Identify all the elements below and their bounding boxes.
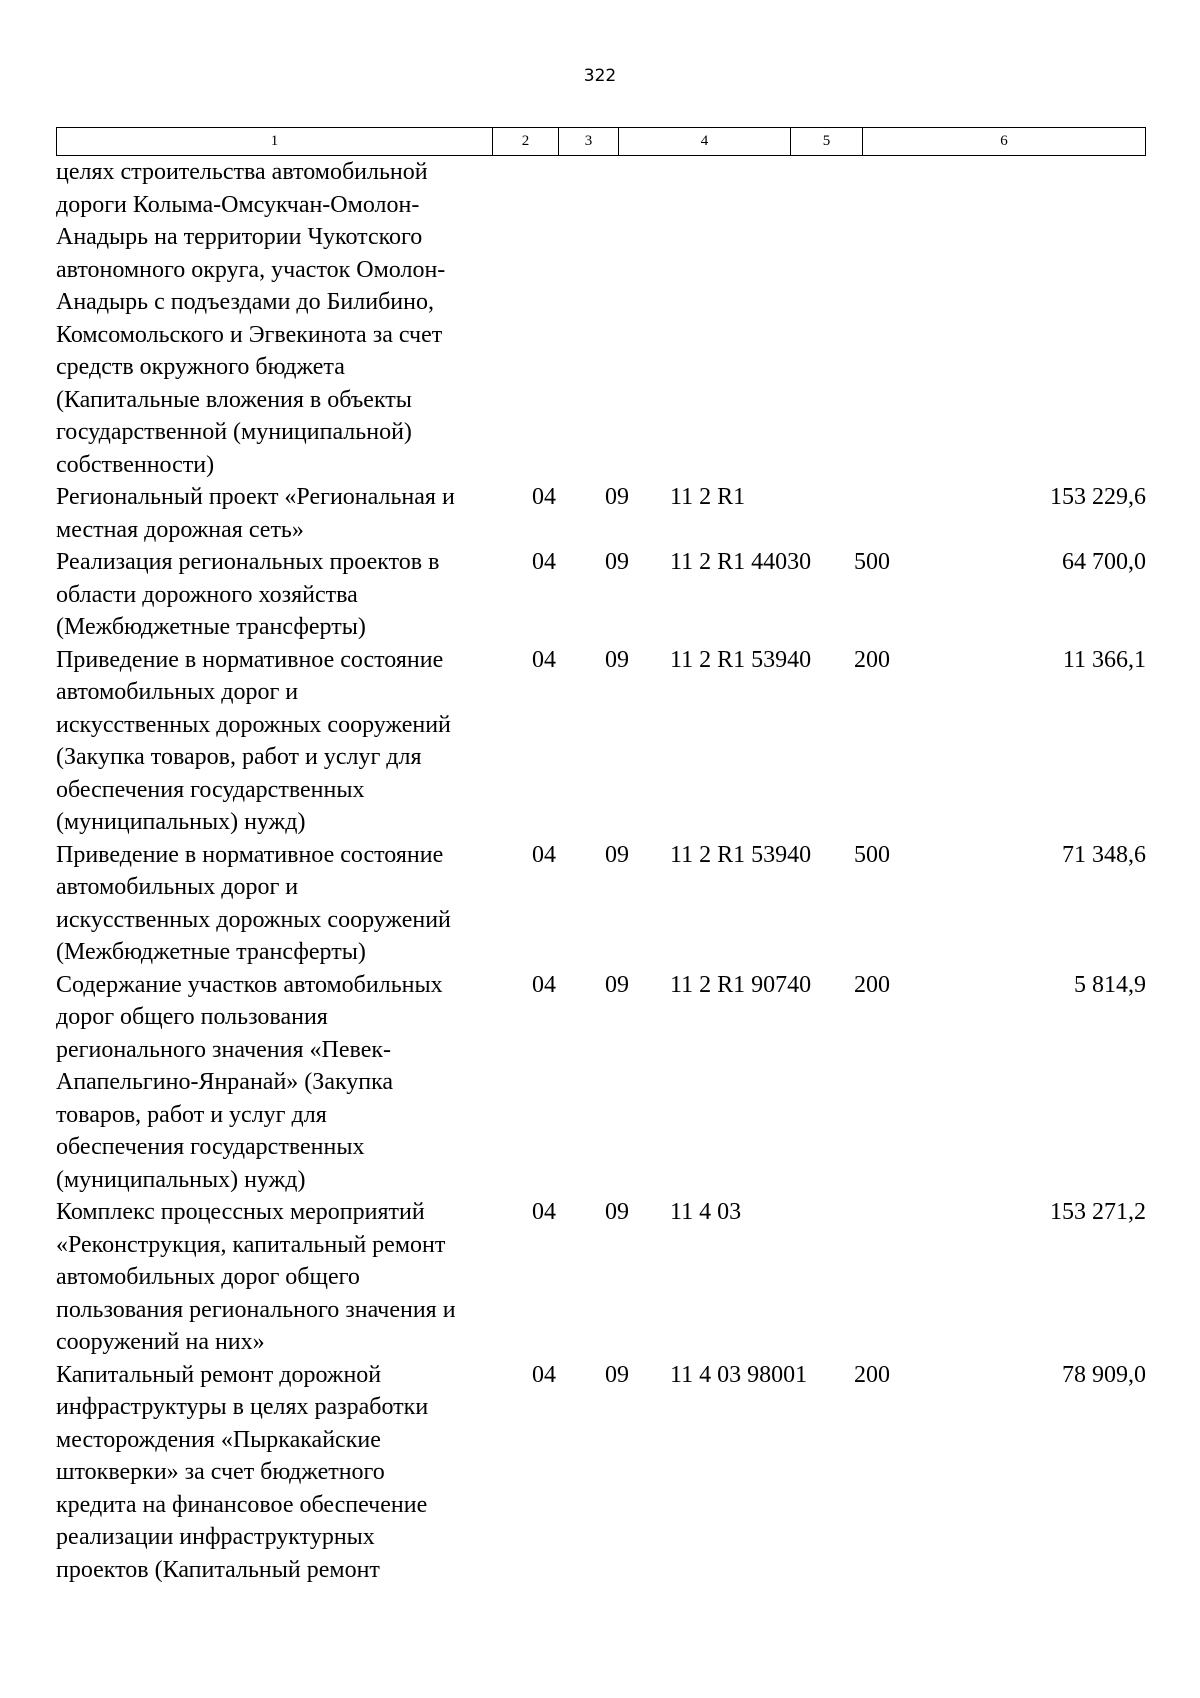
header-cell-2: 2 [493, 128, 559, 155]
row-col-6: 153 229,6 [1050, 484, 1146, 510]
row-description: Реализация региональных проектов в области дорожного хозяйства (Межбюджетные трансферты) [56, 549, 440, 640]
row-col-3: 09 [605, 1199, 629, 1225]
row-col-5: 200 [854, 646, 890, 673]
table-header [56, 127, 1146, 156]
row-description: целях строительства автомобильной дороги Колыма-Омсукчан-Омолон- Анадырь на территории Чукотского автономного округа, участок Омолон- Анадырь с подъездами до Билибино, Комсомольского и Эгвекинота за счет средств окружного бюджета (Капитальные вложения в объекты государственной (муниципальной) собственности) [56, 159, 446, 478]
row-col-6: 11 366,1 [1062, 646, 1146, 673]
row-col-5: 200 [854, 1361, 890, 1388]
table-row [56, 156, 1146, 481]
row-col-4: 11 4 03 98001 [670, 1361, 808, 1388]
row-col-3: 09 [605, 971, 629, 998]
row-col-3: 09 [605, 484, 629, 510]
table-row [56, 969, 1146, 1197]
row-col-5: 500 [854, 841, 890, 868]
row-col-6: 5 814,9 [1074, 971, 1146, 998]
row-col-3: 09 [605, 1361, 629, 1388]
table-body [56, 156, 1146, 1586]
row-col-3: 09 [605, 646, 629, 673]
header-cell-6: 6 [1000, 133, 1008, 149]
row-col-4: 11 2 R1 53940 [670, 841, 812, 868]
row-description: Содержание участков автомобильных дорог общего пользования регионального значения «Певек- Апапельгино-Янранай» (Закупка товаров, работ и услуг для обеспечения государственных (муниципальных) нужд) [56, 971, 443, 1193]
row-col-4: 11 2 R1 44030 [670, 549, 812, 575]
row-description: Комплекс процессных мероприятий «Реконструкция, капитальный ремонт автомобильных дорог общего пользования регионального значения и сооружений на них» [56, 1199, 456, 1355]
row-col-2: 04 [532, 1361, 556, 1388]
row-col-2: 04 [532, 646, 556, 673]
row-col-4: 11 2 R1 53940 [670, 646, 812, 673]
row-col-4: 11 2 R1 [670, 484, 746, 510]
header-cell-5: 5 [791, 128, 863, 155]
row-col-6: 71 348,6 [1062, 841, 1146, 868]
row-col-6: 78 909,0 [1062, 1361, 1146, 1388]
row-description: Приведение в нормативное состояние автомобильных дорог и искусственных дорожных сооружений (Закупка товаров, работ и услуг для обеспечения государственных (муниципальных) нужд) [56, 646, 451, 835]
row-col-3: 09 [605, 549, 629, 575]
row-col-2: 04 [532, 841, 556, 868]
row-col-5: 200 [854, 971, 890, 998]
table-row [56, 839, 1146, 969]
row-description: Капитальный ремонт дорожной инфраструктуры в целях разработки месторождения «Пыркакайские штокверки» за счет бюджетного кредита на финансовое обеспечение реализации инфраструктурных проектов (Капитальный ремонт [56, 1361, 429, 1583]
row-col-4: 11 4 03 [670, 1199, 742, 1225]
header-cell-1: 1 [57, 128, 493, 155]
page-number: 322 [583, 66, 617, 86]
row-col-3: 09 [605, 841, 629, 868]
row-col-5: 500 [854, 549, 890, 575]
row-col-2: 04 [532, 971, 556, 998]
row-col-4: 11 2 R1 90740 [670, 971, 812, 998]
row-col-2: 04 [532, 549, 556, 575]
table-row [56, 546, 1146, 644]
table-row [56, 481, 1146, 546]
row-col-6: 153 271,2 [1050, 1199, 1146, 1225]
table-row [56, 1196, 1146, 1359]
header-cell-4: 4 [619, 128, 791, 155]
row-col-2: 04 [532, 1199, 556, 1225]
row-description: Региональный проект «Региональная и местная дорожная сеть» [56, 484, 455, 543]
row-col-2: 04 [532, 484, 556, 510]
table-row [56, 644, 1146, 839]
header-cell-3: 3 [559, 128, 619, 155]
row-description: Приведение в нормативное состояние автомобильных дорог и искусственных дорожных сооружений (Межбюджетные трансферты) [56, 841, 451, 965]
row-col-6: 64 700,0 [1062, 549, 1146, 575]
table-row [56, 1359, 1146, 1587]
